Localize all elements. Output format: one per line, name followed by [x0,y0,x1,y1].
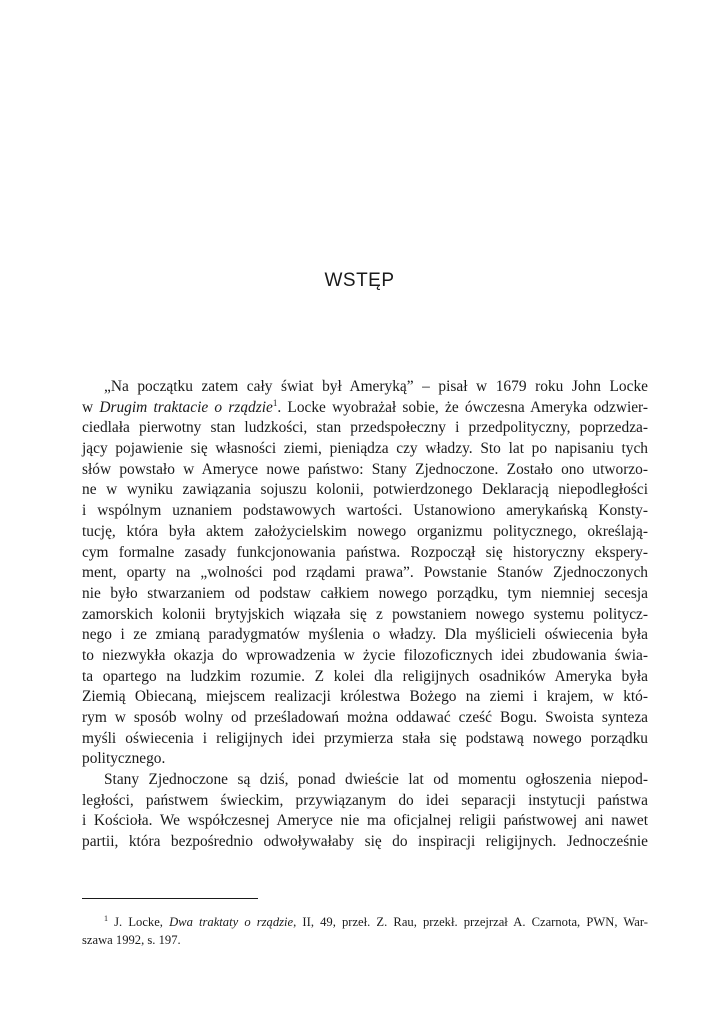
paragraph-2-line: i Kościoła. We współczesnej Ameryce nie ma oficjalnej religii państwowej ani nawet [82,812,648,830]
book-title-italic: Drugim traktacie o rządzie [99,398,273,416]
paragraph-1-line [82,398,648,419]
footnote-line: szawa 1992, s. 197. [82,933,181,947]
paragraph-1-line: to niezwykła okazja do wprowadzenia w życie filozoficznych idei zbudowania świa- [82,646,648,664]
paragraph-1-line: myśli oświecenia i religijnych idei przymierza stała się podstawą nowego porządku [82,729,648,747]
paragraph-1-line: jący pojawienie się własności ziemi, pieniądza czy władzy. Sto lat po napisaniu tych [82,440,648,458]
text-run: w [82,398,100,416]
text-run: J. Locke, [108,915,170,929]
paragraph-2-line: Stany Zjednoczone są dziś, ponad dwieście lat od momentu ogłoszenia niepod- [104,771,648,789]
paragraph-1-line: ciedlała pierwotny stan ludzkości, stan przedspołeczny i przedpolityczny, poprzedza- [82,419,648,437]
paragraph-2-line: ległości, państwem świeckim, przywiązanym do idei separacji instytucji państwa [82,791,648,809]
paragraph-1-line: i wspólnym uznaniem podstawowych wartości. Ustanowiono amerykańską Konsty- [82,502,648,520]
page-title: WSTĘP [324,270,395,291]
footnote [82,913,648,949]
book-title-italic: Dwa traktaty o rządzie [169,915,294,929]
paragraph-1-line: politycznego. [82,750,166,768]
text-run: . Locke wyobrażał sobie, że ówczesna Ameryka odzwier- [277,398,648,416]
paragraph-1-line: Ziemią Obiecaną, miejscem realizacji królestwa Bożego na ziemi i krajem, w któ- [82,688,648,706]
body-text [82,377,648,853]
paragraph-2-line: partii, która bezpośrednio odwoływałaby się do inspiracji religijnych. Jednocześnie [82,833,648,851]
paragraph-1-line: ment, oparty na „wolności pod rządami prawa”. Powstanie Stanów Zjednoczonych [82,564,648,582]
paragraph-1-line: słów powstało w Ameryce nowe państwo: Stany Zjednoczone. Zostało ono utworzo- [82,460,648,478]
paragraph-1-line: „Na początku zatem cały świat był Ameryką” – pisał w 1679 roku John Locke [104,378,648,395]
paragraph-1-line: cym formalne zasady funkcjonowania państwa. Rozpoczął się historyczny ekspery- [82,543,648,561]
footnote-ref: 1 [272,397,278,408]
paragraph-1-line: nego i ze zmianą paradygmatów myślenia o władzy. Dla myślicieli oświecenia była [82,626,648,644]
footnote-separator [82,898,258,899]
text-run: , II, 49, przeł. Z. Rau, przekł. przejrzał A. Czarnota, PWN, War- [293,915,648,929]
paragraph-1-line: ta opartego na ludzkim rozumie. Z kolei dla religijnych osadników Ameryka była [82,667,648,685]
paragraph-1-line: rym w sposób wolny od prześladowań można oddawać cześć Bogu. Swoista synteza [82,709,648,726]
paragraph-1-line: ne w wyniku zawiązania sojuszu kolonii, potwierdzonego Deklaracją niepodległości [82,481,648,499]
footnote-line [82,913,648,931]
paragraph-1-line: zamorskich kolonii brytyjskich wiązała się z powstaniem nowego systemu politycz- [82,605,648,623]
paragraph-1-line: tucję, która była aktem założycielskim nowego organizmu politycznego, określają- [82,522,648,540]
footnote-number: 1 [104,913,108,923]
paragraph-1-line: nie było stwarzaniem od podstaw całkiem nowego porządku, tym niemniej secesja [82,584,648,602]
